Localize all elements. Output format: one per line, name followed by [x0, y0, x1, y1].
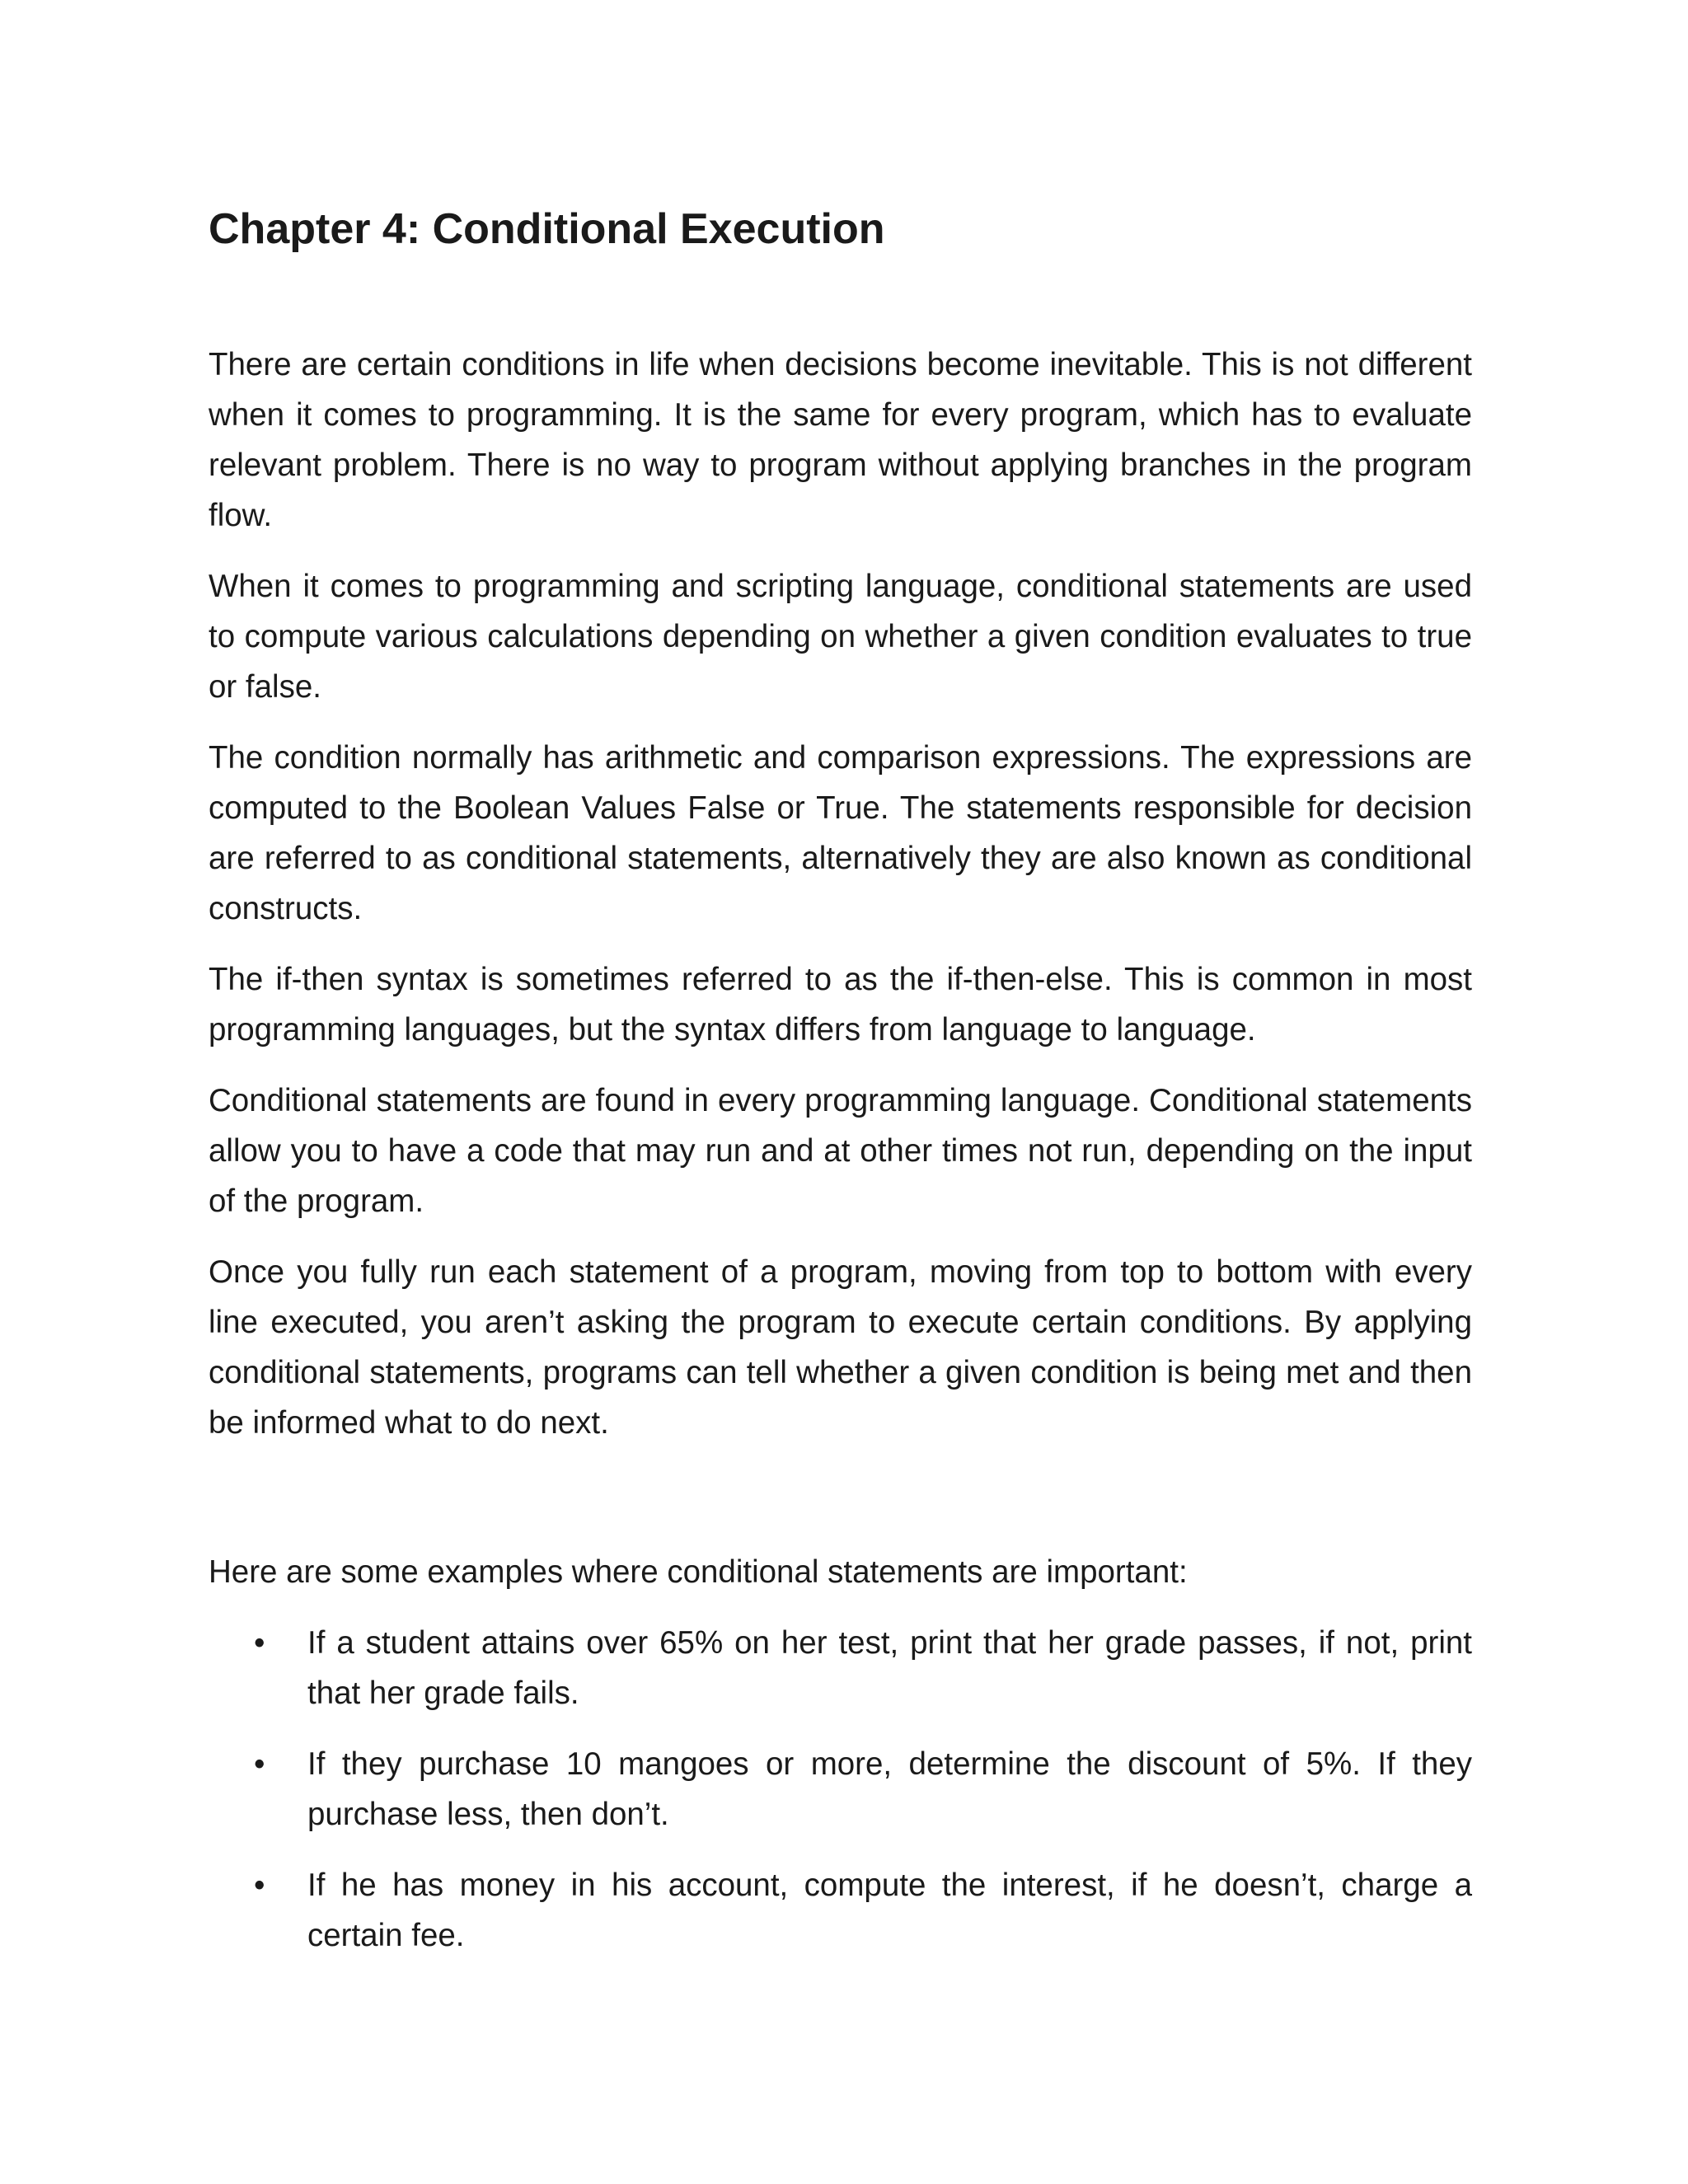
- paragraph: When it comes to programming and scripting language, conditional statements are used to compute various calculations depending on whether a given condition evaluates to true or false.: [209, 569, 1472, 705]
- chapter-body: [209, 340, 1472, 1981]
- examples-intro: Here are some examples where conditional statements are important:: [209, 1554, 1188, 1590]
- bullet-icon: •: [254, 1868, 265, 1903]
- paragraph: The condition normally has arithmetic and comparison expressions. The expressions are computed to the Boolean Values False or True. The statements responsible for decision are referred to as conditional statements, alternatively they are also known as conditional constructs.: [209, 740, 1472, 926]
- examples-list: [209, 1618, 1472, 1961]
- list-item-text: If they purchase 10 mangoes or more, determine the discount of 5%. If they purchase less, then don’t.: [307, 1746, 1472, 1832]
- paragraph: Once you fully run each statement of a program, moving from top to bottom with every line executed, you aren’t asking the program to execute certain conditions. By applying conditional statements, programs can tell whether a given condition is being met and then be informed what to do next.: [209, 1254, 1472, 1441]
- section-spacer: [209, 1469, 1472, 1547]
- list-item: [209, 1860, 1472, 1961]
- list-item-text: If he has money in his account, compute the interest, if he doesn’t, charge a certain fee.: [307, 1868, 1472, 1953]
- paragraph: There are certain conditions in life when decisions become inevitable. This is not different when it comes to programming. It is the same for every program, which has to evaluate relevant problem. There is no way to program without applying branches in the program flow.: [209, 347, 1472, 533]
- chapter-title: Chapter 4: Conditional Execution: [209, 205, 885, 253]
- bullet-icon: •: [254, 1746, 265, 1782]
- paragraph: Conditional statements are found in every programming language. Conditional statements allow you to have a code that may run and at other times not run, depending on the input of the program.: [209, 1083, 1472, 1219]
- list-item: [209, 1618, 1472, 1718]
- list-item-text: If a student attains over 65% on her test, print that her grade passes, if not, print that her grade fails.: [307, 1625, 1472, 1711]
- bullet-icon: •: [254, 1625, 265, 1661]
- list-item: [209, 1739, 1472, 1840]
- paragraph: The if-then syntax is sometimes referred to as the if-then-else. This is common in most programming languages, but the syntax differs from language to language.: [209, 962, 1472, 1047]
